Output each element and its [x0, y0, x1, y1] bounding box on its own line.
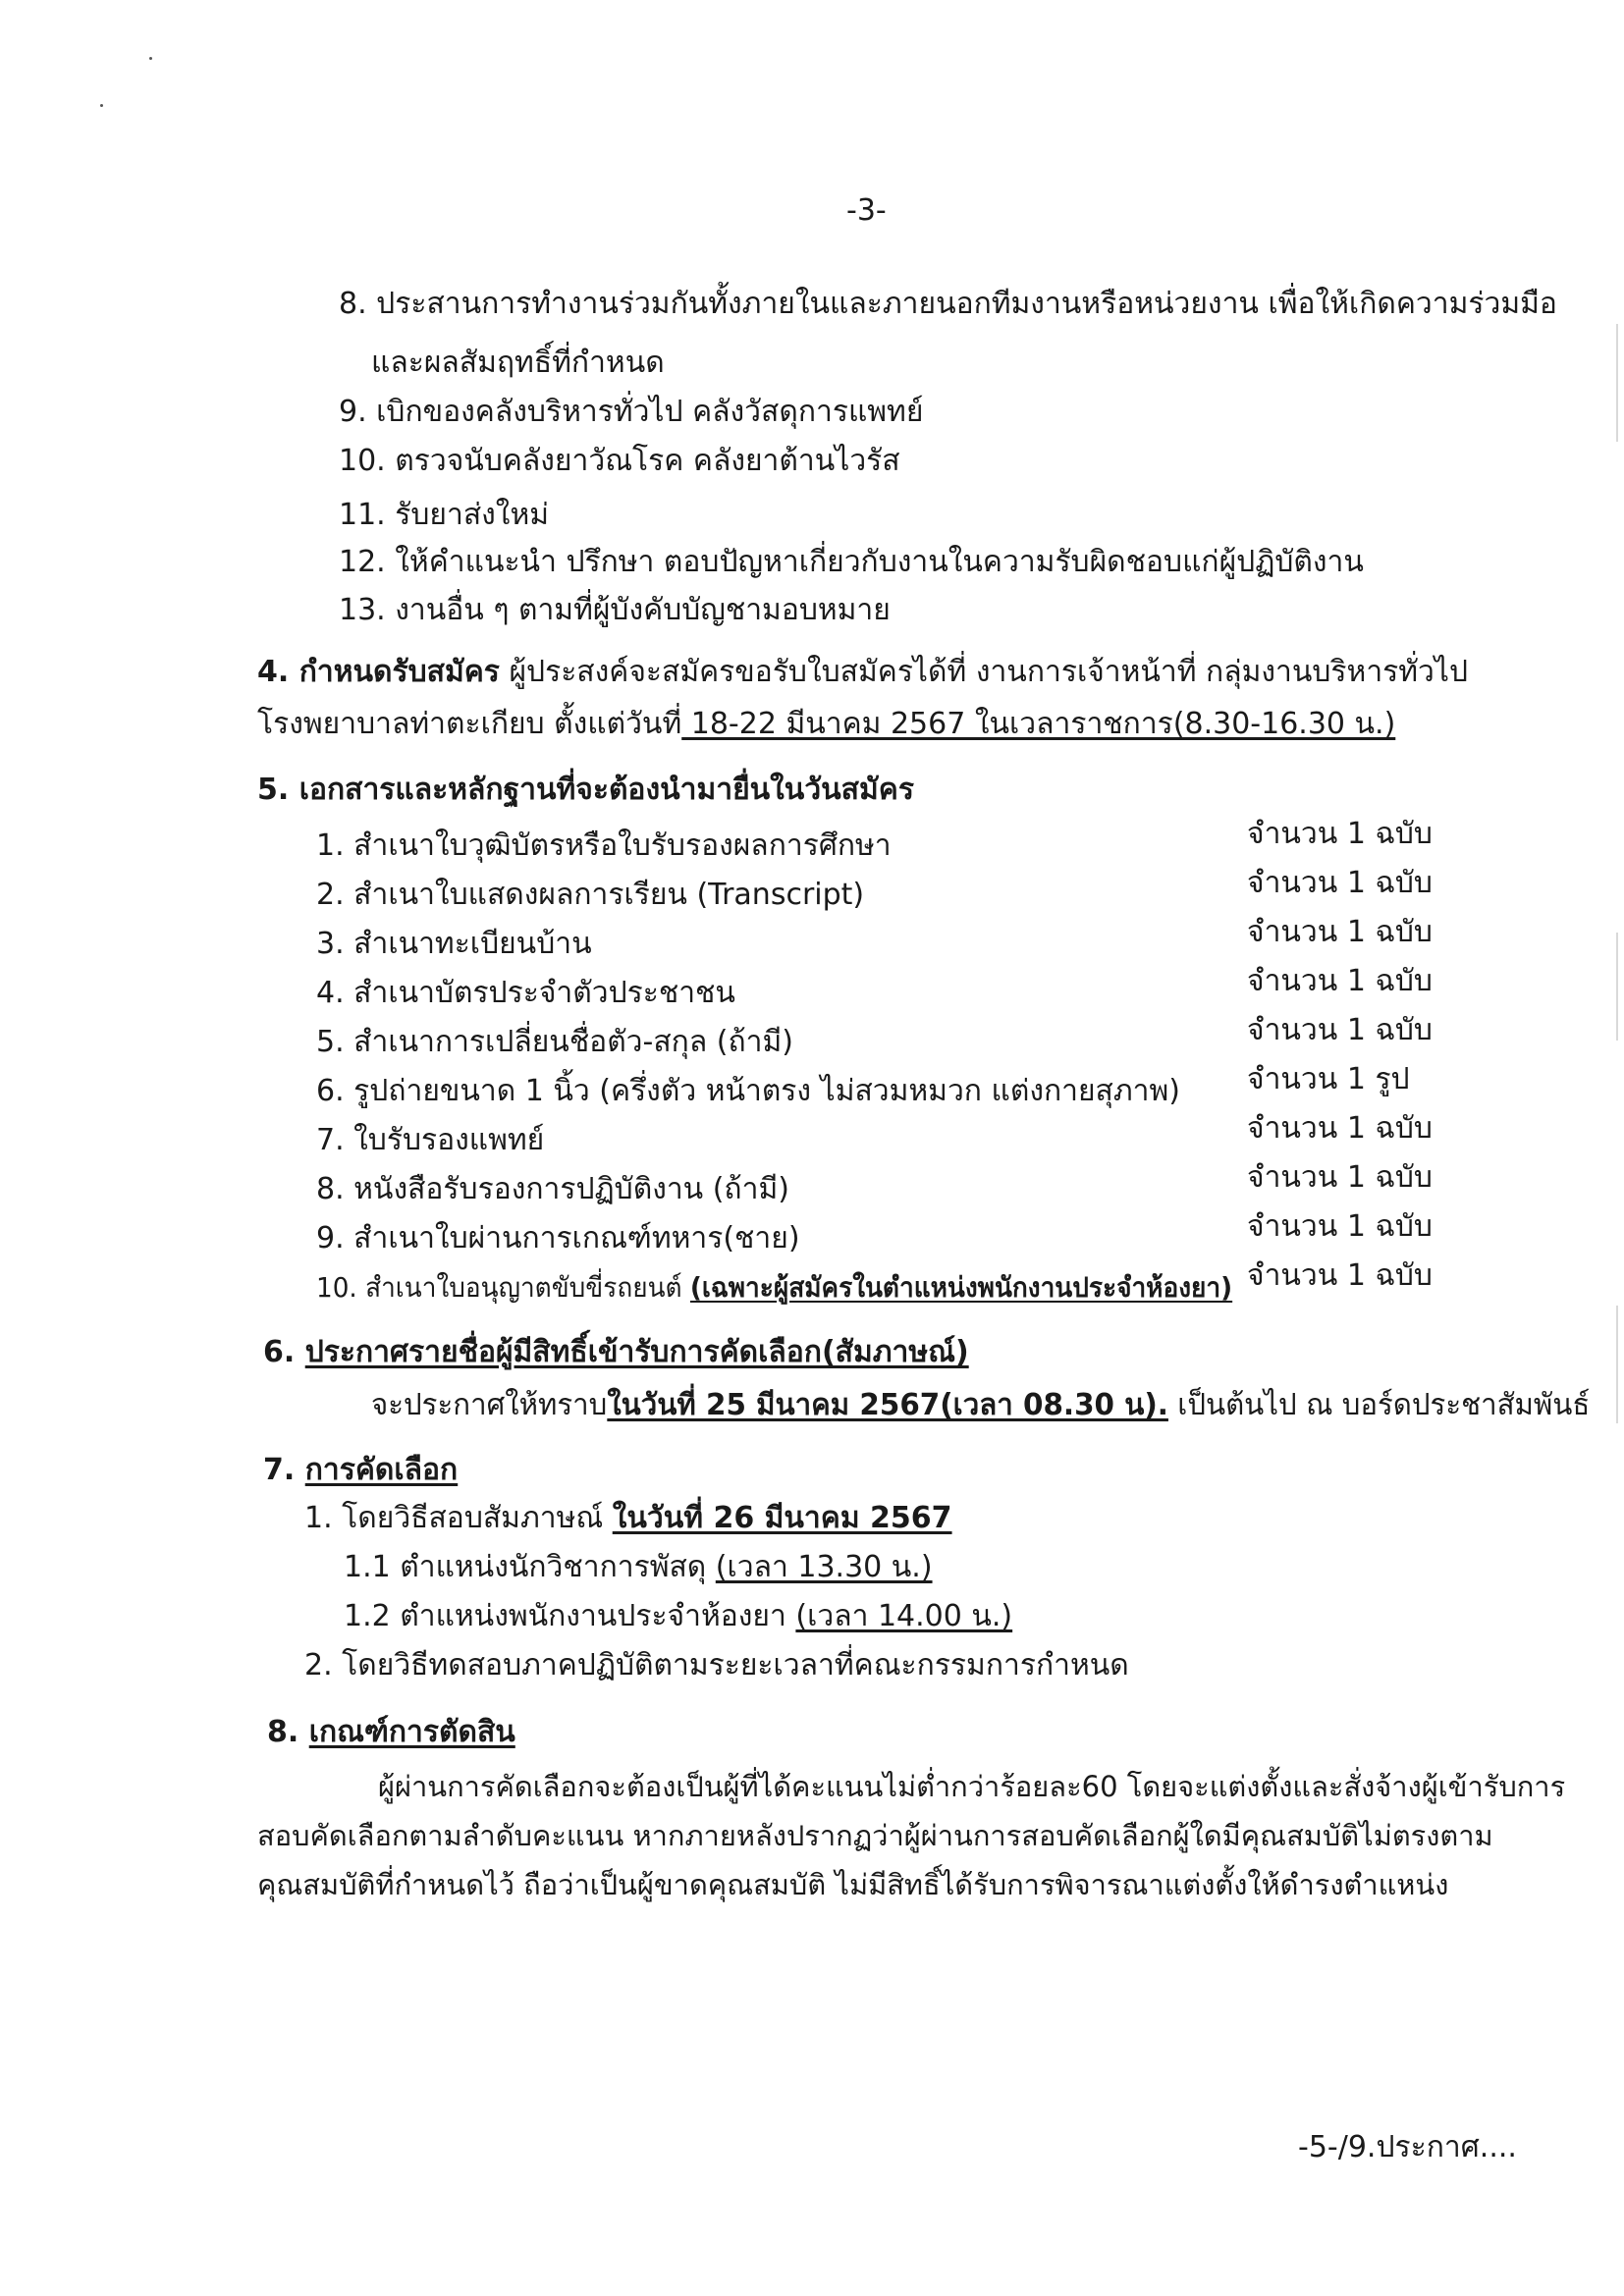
document-item-text: 9. สำเนาใบผ่านการเกณฑ์ทหาร(ชาย)	[316, 1221, 800, 1255]
section-4-line-1	[257, 653, 1468, 692]
section-6-text	[371, 1386, 1590, 1425]
selection-sub-time: (เวลา 14.00 น.)	[795, 1599, 1013, 1633]
duty-number: 13.	[339, 593, 386, 627]
section-8-title	[267, 1713, 515, 1752]
section-6-pre: จะประกาศให้ทราบ	[371, 1388, 608, 1422]
section-4-line-2	[257, 705, 1395, 744]
duty-text: ให้คำแนะนำ ปรึกษา ตอบปัญหาเกี่ยวกับงานในความรับผิดชอบแก่ผู้ปฏิบัติงาน	[395, 545, 1364, 579]
section-6-heading: ประกาศรายชื่อผู้มีสิทธิ์เข้ารับการคัดเลือก(สัมภาษณ์)	[304, 1335, 969, 1369]
duty-text: ตรวจนับคลังยาวัณโรค คลังยาต้านไวรัส	[395, 444, 900, 478]
duty-number: 12.	[339, 545, 386, 579]
duty-item-10	[339, 442, 900, 481]
selection-sub-text: 1.1 ตำแหน่งนักวิชาการพัสดุ	[344, 1550, 716, 1584]
document-item-qty: จำนวน 1 ฉบับ	[1247, 1013, 1433, 1047]
duty-text: ประสานการทำงานร่วมกันทั้งภายในและภายนอกทีมงานหรือหน่วยงาน เพื่อให้เกิดความร่วมมือ	[376, 287, 1557, 321]
duty-item-9	[339, 393, 923, 432]
document-item-qty: จำนวน 1 ฉบับ	[1247, 817, 1433, 851]
document-item-qty: จำนวน 1 ฉบับ	[1247, 1209, 1433, 1244]
document-item-qty: จำนวน 1 ฉบับ	[1247, 1111, 1433, 1146]
document-item-text: 7. ใบรับรองแพทย์	[316, 1123, 545, 1157]
section-8-number: 8.	[267, 1715, 309, 1749]
selection-item-2: 2. โดยวิธีทดสอบภาคปฏิบัติตามระยะเวลาที่คณะกรรมการกำหนด	[304, 1648, 1129, 1682]
duty-number: 11.	[339, 498, 386, 532]
document-item-text: 5. สำเนาการเปลี่ยนชื่อตัว-สกุล (ถ้ามี)	[316, 1025, 793, 1059]
duty-text: งานอื่น ๆ ตามที่ผู้บังคับบัญชามอบหมาย	[395, 593, 891, 627]
selection-sub-text: 1.2 ตำแหน่งพนักงานประจำห้องยา	[344, 1599, 796, 1633]
duty-number: 10.	[339, 444, 386, 478]
duty-item-11	[339, 496, 549, 535]
section-7-title	[263, 1451, 458, 1490]
section-4-text: โรงพยาบาลท่าตะเกียบ ตั้งแต่วันที่	[257, 707, 682, 741]
section-6-post: เป็นต้นไป ณ บอร์ดประชาสัมพันธ์	[1167, 1388, 1591, 1422]
document-item-qty: จำนวน 1 รูป	[1247, 1062, 1410, 1096]
selection-sub-item-1	[344, 1548, 933, 1587]
document-item-10	[316, 1268, 1232, 1308]
section-7-heading: การคัดเลือก	[304, 1453, 459, 1487]
scan-edge	[1616, 1306, 1618, 1423]
section-8-paragraph-line: คุณสมบัติที่กำหนดไว้ ถือว่าเป็นผู้ขาดคุณสมบัติ ไม่มีสิทธิ์ได้รับการพิจารณาแต่งตั้งให้ดำรงตำแหน่ง	[257, 1868, 1449, 1901]
document-item-text: 4. สำเนาบัตรประจำตัวประชาชน	[316, 976, 735, 1010]
document-item-text: 8. หนังสือรับรองการปฏิบัติงาน (ถ้ามี)	[316, 1172, 789, 1206]
document-item-text: 3. สำเนาทะเบียนบ้าน	[316, 927, 592, 961]
scan-edge	[1616, 324, 1618, 442]
page-number: -3-	[846, 193, 887, 228]
document-item-text: 1. สำเนาใบวุฒิบัตรหรือใบรับรองผลการศึกษา	[316, 828, 892, 863]
duty-text: รับยาส่งใหม่	[395, 498, 550, 532]
section-6-title	[263, 1333, 969, 1372]
duty-item-12	[339, 543, 1364, 582]
duty-number: 8.	[339, 287, 367, 321]
section-7-number: 7.	[263, 1453, 305, 1487]
section-6-number: 6.	[263, 1335, 305, 1369]
duty-number: 9.	[339, 395, 367, 429]
section-5-heading: 5. เอกสารและหลักฐานที่จะต้องนำมายื่นในวันสมัคร	[257, 773, 914, 807]
document-item-qty: จำนวน 1 ฉบับ	[1247, 866, 1433, 900]
duty-item-8	[339, 285, 1557, 324]
duty-text: เบิกของคลังบริหารทั่วไป คลังวัสดุการแพทย์	[376, 395, 924, 429]
document-item-text: 2. สำเนาใบแสดงผลการเรียน (Transcript)	[316, 878, 865, 912]
selection-sub-item-2	[344, 1597, 1012, 1636]
section-6-date: ในวันที่ 25 มีนาคม 2567(เวลา 08.30 น).	[607, 1388, 1168, 1422]
scan-speck	[149, 57, 152, 60]
document-item-note: (เฉพาะผู้สมัครในตำแหน่งพนักงานประจำห้องยา)	[689, 1271, 1233, 1304]
document-item-text: 10. สำเนาใบอนุญาตขับขี่รถยนต์	[316, 1271, 690, 1304]
section-4-date: 18-22 มีนาคม 2567 ในเวลาราชการ(8.30-16.30 น.)	[681, 707, 1396, 741]
duty-item-13	[339, 591, 891, 630]
selection-item-text: 1. โดยวิธีสอบสัมภาษณ์	[304, 1501, 613, 1535]
document-item-qty: จำนวน 1 ฉบับ	[1247, 1160, 1433, 1195]
section-4-heading: 4. กำหนดรับสมัคร	[257, 655, 500, 689]
selection-sub-time: (เวลา 13.30 น.)	[715, 1550, 933, 1584]
document-item-qty: จำนวน 1 ฉบับ	[1247, 964, 1433, 998]
section-4-text: ผู้ประสงค์จะสมัครขอรับใบสมัครได้ที่ งานการเจ้าหน้าที่ กลุ่มงานบริหารทั่วไป	[499, 655, 1469, 689]
document-item-qty: จำนวน 1 ฉบับ	[1247, 1258, 1433, 1293]
section-8-paragraph-line: สอบคัดเลือกตามลำดับคะแนน หากภายหลังปรากฏว่าผู้ผ่านการสอบคัดเลือกผู้ใดมีคุณสมบัติไม่ตรงตาม	[257, 1819, 1493, 1852]
duty-item-8-continued: และผลสัมฤทธิ์ที่กำหนด	[371, 346, 665, 380]
document-item-text: 6. รูปถ่ายขนาด 1 นิ้ว (ครึ่งตัว หน้าตรง ไม่สวมหมวก แต่งกายสุภาพ)	[316, 1074, 1180, 1108]
section-8-heading: เกณฑ์การตัดสิน	[308, 1715, 515, 1749]
document-item-qty: จำนวน 1 ฉบับ	[1247, 915, 1433, 949]
footer-continuation: -5-/9.ประกาศ....	[1298, 2130, 1517, 2164]
selection-item-1	[304, 1499, 952, 1538]
scan-speck	[100, 104, 103, 107]
section-8-paragraph-line: ผู้ผ่านการคัดเลือกจะต้องเป็นผู้ที่ได้คะแนนไม่ต่ำกว่าร้อยละ60 โดยจะแต่งตั้งและสั่งจ้างผู้เข้ารับการ	[378, 1770, 1566, 1803]
scan-edge	[1616, 933, 1618, 1041]
selection-item-date: ในวันที่ 26 มีนาคม 2567	[612, 1501, 952, 1535]
